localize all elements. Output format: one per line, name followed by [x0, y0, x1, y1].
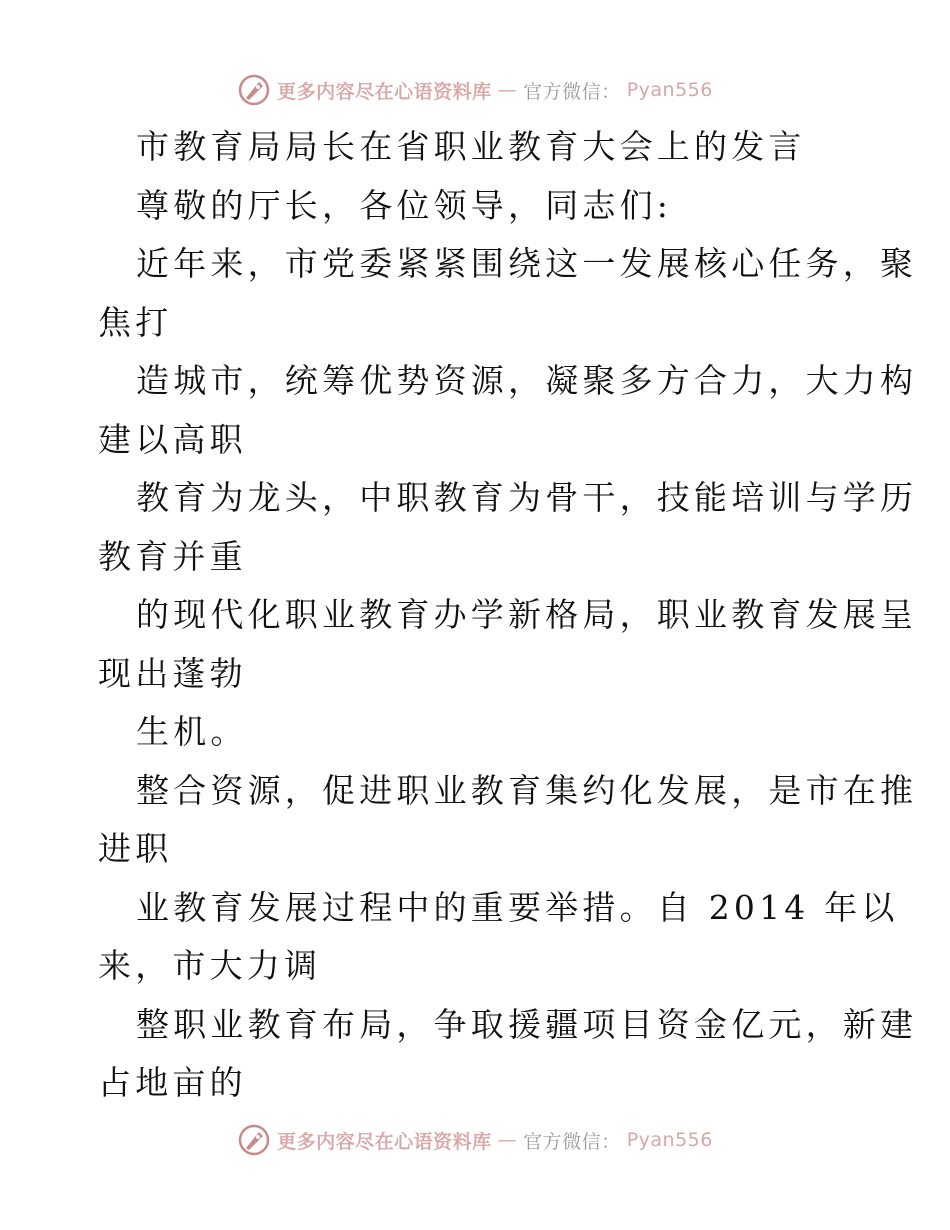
text-line: 尊敬的厅长，各位领导，同志们: [136, 185, 673, 225]
text-line: 生机。 [136, 712, 248, 751]
text-line: 来，市大力调 [98, 946, 322, 985]
text-line: 业教育发展过程中的重要举措。自 2014 年以 [136, 887, 899, 927]
watermark-label: 官方微信： [523, 80, 621, 103]
watermark-account: Pyan556 [626, 1129, 713, 1151]
watermark-account: Pyan556 [626, 79, 713, 101]
pen-nib-circle-icon [237, 1123, 271, 1157]
text-line: 市教育局局长在省职业教育大会上的发言 [136, 127, 806, 166]
text-line: 整合资源，促进职业教育集约化发展，是市在推 [136, 770, 918, 810]
text-line: 建以高职 [98, 419, 247, 459]
text-line: 教育并重 [98, 536, 247, 576]
text-line: 近年来，市党委紧紧围绕这一发展核心任务，聚 [136, 244, 918, 283]
watermark-separator: — [497, 79, 518, 101]
document-body [98, 118, 918, 1113]
watermark-label: 官方微信： [523, 1130, 621, 1153]
text-line: 占地亩的 [98, 1063, 247, 1102]
pen-nib-circle-icon [237, 73, 271, 107]
text-line: 进职 [98, 829, 173, 868]
text-line: 教育为龙头，中职教育为骨干，技能培训与学历 [136, 478, 918, 517]
footer-watermark [0, 1122, 950, 1158]
watermark-site-text: 更多内容尽在心语资料库 [277, 1130, 492, 1153]
header-watermark [0, 72, 950, 108]
text-line: 造城市，统筹优势资源，凝聚多方合力，大力构 [136, 361, 918, 400]
text-line: 的现代化职业教育办学新格局，职业教育发展呈 [136, 595, 918, 634]
watermark-separator: — [497, 1129, 518, 1151]
watermark-site-text: 更多内容尽在心语资料库 [277, 80, 492, 103]
text-line: 焦打 [98, 302, 173, 342]
text-line: 整职业教育布局，争取援疆项目资金亿元，新建 [136, 1004, 918, 1044]
text-line: 现出蓬勃 [98, 653, 247, 693]
